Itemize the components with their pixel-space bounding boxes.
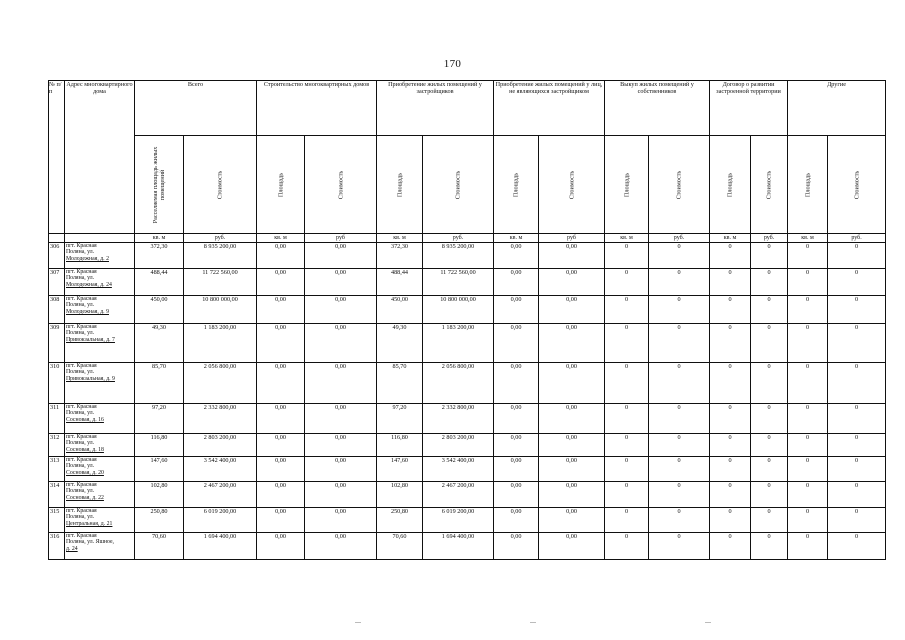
row-value-cell: 488,44 [135,269,184,296]
row-value-cell: 0 [649,363,710,404]
row-value-cell: 0 [649,296,710,324]
row-value-cell: 2 332 800,00 [423,404,494,434]
row-value-cell: 70,60 [377,533,423,560]
row-value-cell: 0 [751,243,788,269]
row-value-cell: 102,80 [377,482,423,508]
subheader-cost: Стоимость [828,136,886,234]
row-value-cell: 0 [788,533,828,560]
row-value-cell: 0 [751,269,788,296]
row-value-cell: 0 [649,243,710,269]
row-value-cell: 0 [710,363,751,404]
row-value-cell: 2 056 800,00 [423,363,494,404]
row-value-cell: 0 [710,482,751,508]
row-value-cell: 0 [788,363,828,404]
row-value-cell: 147,60 [377,457,423,482]
subheader-area: Площадь [788,136,828,234]
row-value-cell: 0 [788,404,828,434]
row-number: 306 [49,243,65,269]
header-group-purchase-non-developers: Приобретение жилых помещений у лиц, не являющихся застройщиком [494,81,605,136]
row-value-cell: 0 [605,457,649,482]
row-value-cell: 49,30 [377,324,423,363]
table-row [49,296,886,324]
row-value-cell: 0 [605,508,649,533]
row-value-cell: 0 [788,324,828,363]
row-value-cell: 0,00 [539,404,605,434]
row-value-cell: 0 [605,404,649,434]
row-value-cell: 0 [788,508,828,533]
unit-label: кв. м [788,234,828,243]
header-row-subcolumns [49,136,886,234]
header-group-purchase-developers: Приобретение жилых помещений у застройщиков [377,81,494,136]
row-value-cell: 250,80 [377,508,423,533]
row-value-cell: 85,70 [377,363,423,404]
row-value-cell: 6 019 200,00 [423,508,494,533]
subheader-resettled-area: Расселяемая площадь жилых помещений [135,136,184,234]
row-value-cell: 2 332 800,00 [184,404,257,434]
header-row-groups [49,81,886,136]
header-group-construction: Строительство многоквартирных домов [257,81,377,136]
subheader-cost: Стоимость [184,136,257,234]
row-value-cell: 0,00 [539,243,605,269]
table-row [49,404,886,434]
row-value-cell: 102,80 [135,482,184,508]
row-value-cell: 0,00 [305,363,377,404]
row-value-cell: 11 722 560,00 [184,269,257,296]
row-value-cell: 450,00 [135,296,184,324]
row-value-cell: 0 [788,296,828,324]
header-group-total: Всего [135,81,257,136]
table-row [49,243,886,269]
row-value-cell: 372,30 [377,243,423,269]
table-row [49,508,886,533]
subheader-cost: Стоимость [423,136,494,234]
row-value-cell: 0,00 [257,296,305,324]
row-value-cell: 0 [710,404,751,434]
row-value-cell: 0,00 [539,269,605,296]
unit-label: кв. м [605,234,649,243]
subheader-area: Площадь [257,136,305,234]
row-number: 308 [49,296,65,324]
row-value-cell: 0,00 [257,508,305,533]
row-value-cell: 2 803 200,00 [184,434,257,457]
unit-label: кв. м [710,234,751,243]
row-value-cell: 0,00 [539,508,605,533]
row-value-cell: 8 935 200,00 [184,243,257,269]
row-value-cell: 250,80 [135,508,184,533]
row-value-cell: 10 800 000,00 [184,296,257,324]
row-value-cell: 97,20 [377,404,423,434]
row-value-cell: 70,60 [135,533,184,560]
row-value-cell: 49,30 [135,324,184,363]
row-number: 314 [49,482,65,508]
row-value-cell: 0 [649,404,710,434]
row-value-cell: 0 [828,404,886,434]
row-value-cell: 0 [710,324,751,363]
row-address: пгт. Красная Поляна, ул. Сосновая, д. 18 [65,434,135,457]
row-value-cell: 0 [605,296,649,324]
row-value-cell: 2 056 800,00 [184,363,257,404]
row-value-cell: 0,00 [539,533,605,560]
row-number: 312 [49,434,65,457]
unit-label: кв. м [135,234,184,243]
table-row [49,533,886,560]
row-address: пгт. Красная Поляна, ул. Яшное, д. 24 [65,533,135,560]
scan-artifact [530,622,536,623]
row-value-cell: 0 [828,269,886,296]
row-address: пгт. Красная Поляна, ул. Привокзальная, д. 7 [65,324,135,363]
row-value-cell: 0 [605,324,649,363]
row-value-cell: 0 [828,508,886,533]
row-value-cell: 0 [788,243,828,269]
row-value-cell: 0,00 [257,269,305,296]
row-value-cell: 0 [751,508,788,533]
row-value-cell: 0 [751,457,788,482]
row-value-cell: 2 467 200,00 [423,482,494,508]
unit-label: руб. [828,234,886,243]
row-value-cell: 0,00 [539,324,605,363]
row-value-cell: 0,00 [494,434,539,457]
row-value-cell: 0 [710,508,751,533]
row-value-cell: 0,00 [539,457,605,482]
row-value-cell: 0 [649,457,710,482]
row-value-cell: 0 [710,434,751,457]
row-value-cell: 0 [710,269,751,296]
row-value-cell: 0 [828,533,886,560]
row-value-cell: 0,00 [494,243,539,269]
table-row [49,363,886,404]
subheader-cost: Стоимость [649,136,710,234]
row-number: 307 [49,269,65,296]
row-value-cell: 0,00 [257,482,305,508]
row-value-cell: 372,30 [135,243,184,269]
row-value-cell: 85,70 [135,363,184,404]
row-value-cell: 116,80 [377,434,423,457]
row-address: пгт. Красная Поляна, ул. Привокзальная, д. 9 [65,363,135,404]
row-number: 315 [49,508,65,533]
row-value-cell: 0 [751,363,788,404]
row-value-cell: 0 [788,457,828,482]
row-number: 316 [49,533,65,560]
row-value-cell: 0 [649,533,710,560]
header-group-territory-agreement: Договор о развитии застроенной территории [710,81,788,136]
row-value-cell: 0 [828,457,886,482]
row-value-cell: 0 [751,434,788,457]
table-row [49,269,886,296]
row-value-cell: 0,00 [305,482,377,508]
row-value-cell: 0,00 [539,482,605,508]
row-value-cell: 0 [710,533,751,560]
row-value-cell: 2 803 200,00 [423,434,494,457]
resettlement-table [48,80,886,560]
row-value-cell: 0 [605,269,649,296]
row-value-cell: 147,60 [135,457,184,482]
row-value-cell: 0 [828,324,886,363]
row-value-cell: 11 722 560,00 [423,269,494,296]
row-value-cell: 0 [788,269,828,296]
row-value-cell: 0,00 [539,363,605,404]
scan-artifact [705,622,711,623]
header-address: Адрес многоквартирного дома [65,81,135,234]
row-value-cell: 0 [605,533,649,560]
row-value-cell: 0,00 [305,404,377,434]
row-number: 311 [49,404,65,434]
row-value-cell: 0 [828,296,886,324]
row-value-cell: 0,00 [494,508,539,533]
subheader-area: Площадь [494,136,539,234]
header-num: № п/п [49,81,65,234]
row-value-cell: 0,00 [257,243,305,269]
row-value-cell: 488,44 [377,269,423,296]
scan-artifact [355,622,361,623]
row-value-cell: 0,00 [494,269,539,296]
row-value-cell: 3 542 400,00 [423,457,494,482]
row-value-cell: 1 183 200,00 [423,324,494,363]
row-value-cell: 0,00 [257,324,305,363]
row-value-cell: 0,00 [494,363,539,404]
row-value-cell: 0,00 [539,296,605,324]
row-value-cell: 450,00 [377,296,423,324]
page-number: 170 [443,58,462,70]
row-value-cell: 0,00 [494,533,539,560]
header-group-other: Другие [788,81,886,136]
table-row [49,324,886,363]
row-address: пгт. Красная Поляна, ул. Сосновая, д. 16 [65,404,135,434]
row-value-cell: 6 019 200,00 [184,508,257,533]
row-value-cell: 0 [751,324,788,363]
row-value-cell: 8 935 200,00 [423,243,494,269]
row-value-cell: 0 [605,434,649,457]
row-value-cell: 0,00 [305,457,377,482]
row-value-cell: 0,00 [494,296,539,324]
row-value-cell: 0 [649,324,710,363]
row-address: пгт. Красная Поляна, ул. Молодежная, д. 2 [65,243,135,269]
row-value-cell: 1 183 200,00 [184,324,257,363]
row-value-cell: 0 [605,482,649,508]
row-value-cell: 0 [751,404,788,434]
row-value-cell: 0 [751,296,788,324]
table-row [49,457,886,482]
row-number: 310 [49,363,65,404]
row-value-cell: 0,00 [257,533,305,560]
row-value-cell: 10 800 000,00 [423,296,494,324]
row-value-cell: 0,00 [539,434,605,457]
row-value-cell: 0,00 [494,457,539,482]
unit-label: руб [305,234,377,243]
unit-label: кв. м [494,234,539,243]
row-value-cell: 0 [788,434,828,457]
row-value-cell: 0 [751,533,788,560]
row-address: пгт. Красная Поляна, ул. Центральная, д. 21 [65,508,135,533]
row-number: 313 [49,457,65,482]
row-value-cell: 0 [710,243,751,269]
row-value-cell: 0,00 [305,434,377,457]
row-value-cell: 0,00 [257,404,305,434]
row-value-cell: 0 [649,482,710,508]
unit-label: руб. [751,234,788,243]
row-value-cell: 1 694 400,00 [184,533,257,560]
row-value-cell: 0 [710,296,751,324]
header-row-units [49,234,886,243]
row-number: 309 [49,324,65,363]
row-value-cell: 0,00 [305,296,377,324]
row-value-cell: 0,00 [305,508,377,533]
subheader-area: Площадь [605,136,649,234]
row-value-cell: 0 [605,243,649,269]
row-value-cell: 0,00 [494,404,539,434]
row-value-cell: 0,00 [257,363,305,404]
row-value-cell: 0 [788,482,828,508]
row-value-cell: 0 [605,363,649,404]
row-value-cell: 0,00 [305,324,377,363]
row-value-cell: 116,80 [135,434,184,457]
row-value-cell: 1 694 400,00 [423,533,494,560]
row-value-cell: 97,20 [135,404,184,434]
row-value-cell: 0,00 [257,434,305,457]
unit-label: руб. [184,234,257,243]
unit-label: кв. м [257,234,305,243]
row-value-cell: 0 [649,508,710,533]
row-address: пгт. Красная Поляна, ул. Сосновая, д. 20 [65,457,135,482]
row-value-cell: 0,00 [305,243,377,269]
row-address: пгт. Красная Поляна, ул. Молодежная, д. 9 [65,296,135,324]
subheader-cost: Стоимость [751,136,788,234]
subheader-cost: Стоимость [305,136,377,234]
row-value-cell: 0 [751,482,788,508]
row-value-cell: 0,00 [257,457,305,482]
unit-label: руб. [423,234,494,243]
row-value-cell: 0 [649,434,710,457]
row-value-cell: 2 467 200,00 [184,482,257,508]
row-value-cell: 0 [710,457,751,482]
row-value-cell: 0 [828,482,886,508]
subheader-area: Площадь [377,136,423,234]
row-value-cell: 0 [828,434,886,457]
unit-label: кв. м [377,234,423,243]
row-value-cell: 0,00 [494,324,539,363]
row-value-cell: 0 [649,269,710,296]
row-value-cell: 0 [828,243,886,269]
table-row [49,482,886,508]
subheader-area: Площадь [710,136,751,234]
row-value-cell: 0 [828,363,886,404]
header-group-buyout: Выкуп жилых помещений у собственников [605,81,710,136]
unit-label: руб. [649,234,710,243]
table-row [49,434,886,457]
row-value-cell: 3 542 400,00 [184,457,257,482]
row-address: пгт. Красная Поляна, ул. Молодежная, д. 24 [65,269,135,296]
unit-label: руб [539,234,605,243]
row-value-cell: 0,00 [305,269,377,296]
subheader-cost: Стоимость [539,136,605,234]
row-value-cell: 0,00 [305,533,377,560]
row-address: пгт. Красная Поляна, ул. Сосновая, д. 22 [65,482,135,508]
row-value-cell: 0,00 [494,482,539,508]
